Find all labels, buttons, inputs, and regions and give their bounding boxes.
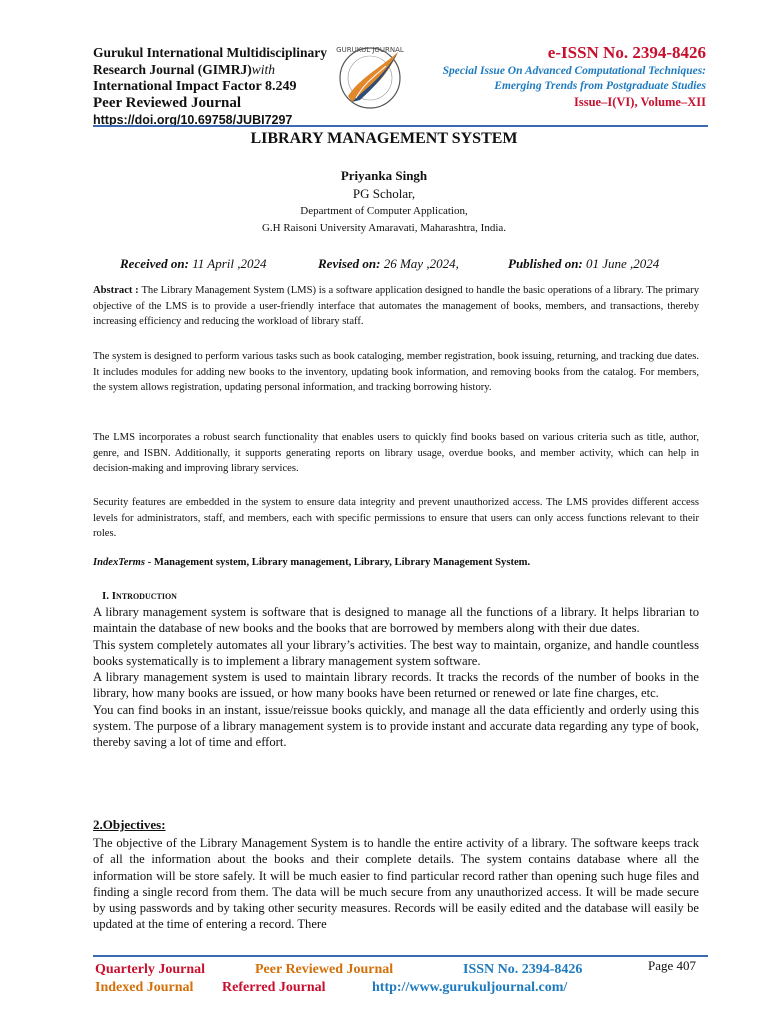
section-heading-objectives: 2.Objectives: — [93, 817, 166, 832]
special-issue-line1: Special Issue On Advanced Computational Techniques: — [442, 65, 706, 77]
abstract-paragraph-4: Security features are embedded in the system to ensure data integrity and prevent unauthorized access. The LMS provides different access levels for administrators, staff, and members, each with specific permissions to ensure that users can only access functions relevant to their roles. — [93, 497, 699, 540]
published-label: Published on: — [508, 256, 583, 271]
footer-issn: ISSN No. 2394-8426 — [463, 962, 583, 977]
footer-peer-reviewed: Peer Reviewed Journal — [255, 962, 394, 977]
peer-reviewed-label: Peer Reviewed Journal — [93, 95, 242, 111]
impact-factor: International Impact Factor 8.249 — [93, 79, 297, 94]
page-number: Page 407 — [648, 958, 697, 973]
published-date — [508, 256, 659, 272]
intro-paragraph-2: This system completely automates all your library’s activities. The best way to maintain, organize, and handle countless books systematically is to implement a library management system software. — [93, 637, 699, 668]
footer-indexed: Indexed Journal — [95, 980, 194, 995]
logo-text: GURUKUL JOURNAL — [336, 46, 404, 54]
footer-website-link[interactable]: http://www.gurukuljournal.com/ — [372, 980, 568, 995]
journal-abbrev: Research Journal (GIMRJ) — [93, 62, 252, 77]
published-value: 01 June ,2024 — [582, 256, 660, 271]
special-issue-line2: Emerging Trends from Postgraduate Studies — [494, 80, 706, 92]
author-university: G.H Raisoni University Amaravati, Maharashtra, India. — [261, 222, 507, 234]
intro-paragraph-4: You can find books in an instant, issue/reissue books quickly, and manage all the data efficiently and orderly using this system. The purpose of a library management system is to provide instant and accurate data regarding any type of book, thereby saving a lot of time and effort. — [93, 702, 699, 750]
index-terms-label: IndexTerms — [93, 557, 145, 568]
header-divider — [93, 125, 708, 127]
index-terms — [93, 557, 699, 568]
received-value: 11 April ,2024 — [188, 256, 267, 271]
issue-info — [366, 42, 706, 111]
issue-volume: Issue–I(VI), Volume–XII — [574, 95, 706, 109]
footer-referred: Referred Journal — [222, 980, 326, 995]
index-terms-text: - Management system, Library management, Library, Library Management System. — [145, 557, 531, 568]
intro-paragraph-1: A library management system is software that is designed to manage all the functions of a library. It helps librarian to maintain the database of new books and the books that are borrowed by members along with their due dates. — [93, 605, 699, 636]
introduction-body — [93, 604, 699, 751]
footer-divider — [93, 955, 708, 957]
revised-value: 26 May ,2024, — [380, 256, 459, 271]
objectives-paragraph: The objective of the Library Management System is to handle the entire activity of a library. The software keeps track of all the information about the books and their complete details. The system contains database where all the information will be store safely. It will be much easier to find particular record rather than opening such huge files and finding a single record from them. The data will be much secure from any unauthorized access. It will be made secure by using passwords and by taking other security measures. Records will be easily edited and the database will easily be updated at the time of entering a record. There — [93, 836, 699, 932]
journal-info — [93, 44, 343, 129]
journal-with: with — [251, 62, 275, 77]
received-date — [120, 256, 266, 272]
received-label: Received on: — [120, 256, 189, 271]
section-heading-introduction: I. Introduction — [102, 590, 177, 602]
abstract-paragraph-2: The system is designed to perform various tasks such as book cataloging, member registration, book issuing, returning, and tracking due dates. It includes modules for adding new books to the inventory, updating book information, and removing books from the catalog. For members, the system allows registration, updating personal information, and tracking borrowing history. — [93, 351, 699, 394]
author-role: PG Scholar, — [352, 186, 416, 201]
eissn: e-ISSN No. 2394-8426 — [547, 43, 706, 62]
journal-name-line2 — [93, 61, 343, 78]
footer-quarterly: Quarterly Journal — [95, 962, 206, 977]
author-name: Priyanka Singh — [340, 168, 428, 183]
abstract-paragraph-3: The LMS incorporates a robust search functionality that enables users to quickly find books based on various criteria such as title, author, genre, and ISBN. Additionally, it supports generating reports on library usage, overdue books, and member activity, which can help in decision-making and improving library services. — [93, 432, 699, 475]
intro-paragraph-3: A library management system is used to maintain library records. It tracks the records of the number of books in the library, how many books are issued, or how many books have been returned or renewed or late fine charges, etc. — [93, 670, 699, 701]
journal-name-line1: Gurukul International Multidisciplinary — [93, 45, 328, 60]
revised-label: Revised on: — [318, 256, 381, 271]
author-department: Department of Computer Application, — [300, 205, 468, 217]
abstract-text-1: The Library Management System (LMS) is a software application designed to handle the basic operations of a library. The primary objective of the LMS is to provide a user-friendly interface that automates the management of books, members, and transactions, thereby increasing efficiency and reducing the workload of library staff. — [93, 285, 700, 328]
paper-title: LIBRARY MANAGEMENT SYSTEM — [250, 130, 518, 147]
abstract-paragraph-1 — [93, 283, 699, 330]
revised-date — [318, 256, 459, 272]
abstract-label: Abstract : — [93, 285, 142, 296]
doi-link[interactable]: https://doi.org/10.69758/JUBI7297 — [93, 113, 293, 127]
